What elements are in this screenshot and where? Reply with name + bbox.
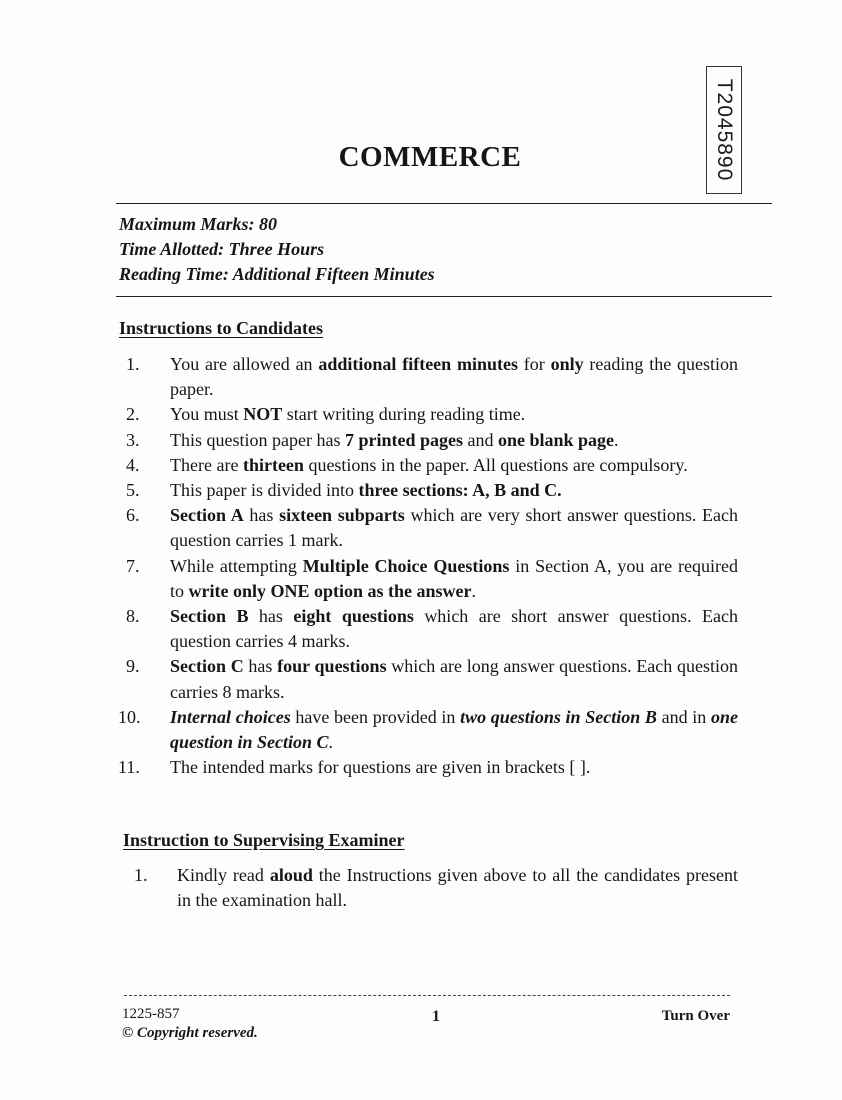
item-text — [170, 402, 738, 427]
instruction-item — [118, 428, 738, 453]
serial-number: T2045890 — [713, 78, 736, 182]
text-segment: Section B — [170, 606, 249, 627]
item-number: 6. — [126, 505, 140, 526]
candidates-instructions-heading: Instructions to Candidates — [119, 318, 324, 338]
instruction-item — [118, 453, 738, 478]
text-segment: Multiple Choice Questions — [302, 555, 510, 576]
item-text — [170, 604, 738, 654]
text-segment: . — [614, 429, 619, 450]
text-segment: sixteen subparts — [279, 505, 405, 526]
text-segment: questions in the paper. All questions are compulsory. — [303, 454, 688, 475]
item-text — [170, 654, 738, 704]
text-segment: . — [328, 732, 334, 753]
text-segment: aloud — [269, 865, 313, 885]
item-text — [170, 428, 738, 453]
text-segment: You are allowed an — [170, 354, 319, 374]
item-text — [170, 554, 738, 604]
instruction-item — [118, 402, 738, 427]
text-segment: for — [518, 354, 551, 374]
text-segment: The intended marks for questions are given in brackets [ ]. — [170, 757, 591, 778]
item-text — [170, 453, 738, 478]
text-segment: eight questions — [293, 606, 414, 627]
text-segment: only — [550, 354, 584, 374]
exam-meta — [119, 212, 435, 287]
item-number: 4. — [126, 454, 140, 475]
instruction-item — [118, 554, 738, 604]
page-title: COMMERCE — [338, 141, 522, 173]
instruction-item — [118, 705, 738, 755]
candidates-instructions-list — [118, 352, 738, 780]
text-segment: While attempting — [170, 555, 303, 576]
item-number: 10. — [118, 706, 141, 727]
text-segment: . — [471, 580, 477, 601]
time-allotted: Time Allotted: Three Hours — [119, 239, 325, 259]
text-segment: reading the question paper. — [170, 354, 739, 400]
item-number: 7. — [126, 555, 140, 576]
instruction-item — [118, 755, 738, 780]
text-segment: three sections: A, B and C. — [358, 480, 562, 501]
supervisor-instructions-list — [134, 863, 738, 913]
text-segment: one blank page — [497, 429, 615, 450]
serial-number-box — [706, 66, 742, 194]
item-text — [170, 755, 738, 780]
text-segment: which are short answer questions. Each question carries 4 marks. — [170, 606, 738, 652]
header-divider-bottom — [116, 296, 772, 297]
text-segment: which are very short answer questions. Each question carries 1 mark. — [170, 505, 738, 551]
item-number: 8. — [126, 606, 140, 627]
item-number: 2. — [126, 404, 140, 425]
text-segment: 7 printed pages — [344, 429, 463, 450]
supervisor-instructions-heading: Instruction to Supervising Examiner — [123, 830, 405, 850]
copyright-notice: © Copyright reserved. — [122, 1025, 258, 1041]
text-segment: You must — [170, 404, 244, 425]
instruction-item — [118, 352, 738, 402]
text-segment: and in — [656, 706, 711, 727]
text-segment: This question paper has — [170, 429, 345, 450]
text-segment: Kindly read — [177, 865, 270, 885]
text-segment: additional fifteen minutes — [318, 354, 518, 374]
maximum-marks: Maximum Marks: 80 — [119, 214, 278, 234]
text-segment: thirteen — [242, 454, 304, 475]
item-number: 3. — [126, 429, 140, 450]
text-segment: Internal choices — [170, 706, 291, 727]
header-divider-top — [116, 203, 772, 204]
item-text — [177, 863, 738, 913]
text-segment: four questions — [277, 656, 387, 677]
instruction-item — [118, 503, 738, 553]
text-segment: write only ONE option as the answer — [188, 580, 472, 601]
item-number: 5. — [126, 480, 140, 501]
text-segment: one question in Section C — [170, 706, 738, 753]
text-segment: has — [243, 505, 280, 526]
turn-over-label: Turn Over — [661, 1008, 730, 1024]
text-segment: NOT — [243, 404, 283, 425]
text-segment: the Instructions given above to all the candidates present in the examination hall. — [177, 865, 738, 911]
instruction-item — [134, 863, 738, 913]
instruction-item — [118, 478, 738, 503]
text-segment: which are long answer questions. Each question carries 8 marks. — [170, 656, 738, 702]
text-segment: in Section A, you are required to — [170, 555, 738, 601]
paper-code: 1225-857 — [122, 1006, 180, 1022]
text-segment: has — [248, 606, 294, 627]
instruction-item — [118, 654, 738, 704]
item-text — [170, 705, 738, 755]
text-segment: start writing during reading time. — [282, 404, 526, 425]
text-segment: has — [243, 656, 278, 677]
item-number: 11. — [118, 757, 140, 778]
text-segment: This paper is divided into — [170, 480, 359, 501]
item-number: 9. — [126, 656, 140, 677]
text-segment: have been provided in — [290, 706, 461, 727]
reading-time: Reading Time: Additional Fifteen Minutes — [119, 264, 435, 284]
text-segment: Section C — [170, 656, 244, 677]
item-text — [170, 352, 738, 402]
text-segment: Section A — [170, 505, 244, 526]
item-text — [170, 503, 738, 553]
footer-divider — [124, 995, 730, 996]
text-segment: two questions in Section B — [460, 706, 657, 727]
instruction-item — [118, 604, 738, 654]
item-text — [170, 478, 738, 503]
text-segment: There are — [170, 454, 243, 475]
item-number: 1. — [126, 354, 140, 374]
item-number: 1. — [134, 865, 148, 885]
page-number: 1 — [432, 1008, 440, 1025]
text-segment: and — [462, 429, 498, 450]
